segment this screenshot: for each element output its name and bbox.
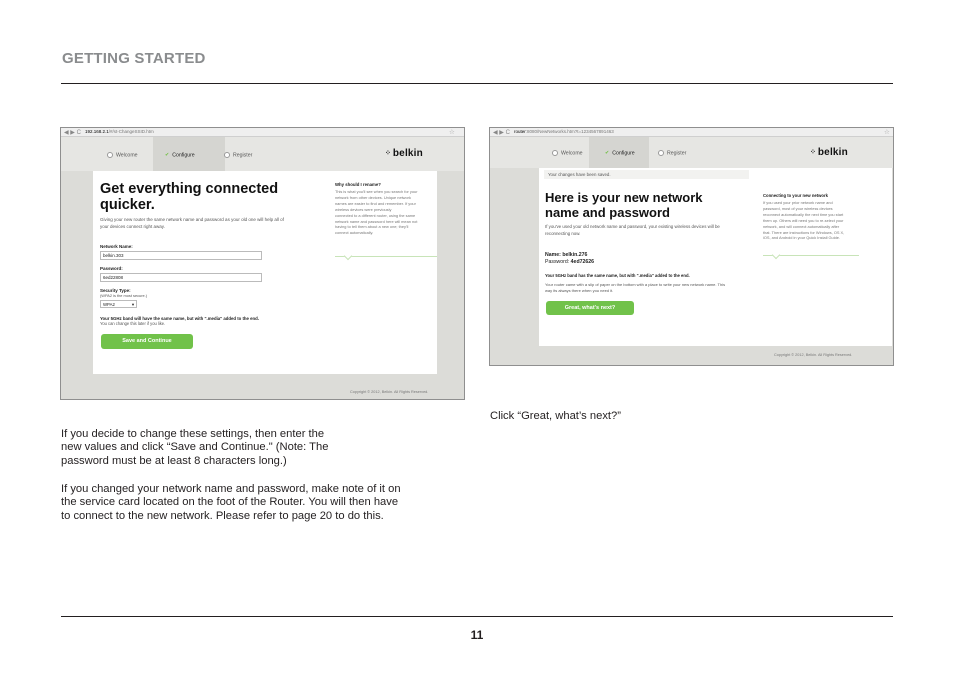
circle-icon	[552, 150, 558, 156]
great-whats-next-button[interactable]: Great, what's next?	[546, 301, 634, 315]
sidebar-text: This is what you'll see when you search for your network from other devices. Unique network names are easier to find and remember. If your wireless devices were previously connected to a different router, using the same network name and password here will mean not having to tell them about a new one; they'll connect automatically.	[335, 189, 418, 236]
password-label: Password:	[100, 266, 123, 271]
save-and-continue-button[interactable]: Save and Continue	[101, 334, 193, 349]
sidebar-notch	[344, 252, 352, 260]
network-password-line: Password: 4ed72626	[545, 259, 595, 265]
security-type-label: Security Type:	[100, 288, 131, 293]
step-welcome: Welcome	[552, 150, 583, 156]
step-register: Register	[658, 150, 686, 156]
band-note: Your 5GHz band has the same name, but with ".media" added to the end.	[545, 273, 690, 278]
belkin-mark-icon: ⁘	[385, 150, 390, 157]
browser-toolbar	[61, 128, 464, 137]
intro-text: Giving your new router the same network name and password as your old one will help all of your devices connect right away.	[100, 217, 284, 229]
paper-slip-note: Your router came with a slip of paper on the bottom with a place to write your new network name. This way its always there when you need it.	[545, 282, 726, 294]
screenshot-new-network	[489, 127, 894, 366]
chevron-down-icon: ▾	[131, 302, 134, 307]
network-name-label: Network Name:	[100, 244, 133, 249]
belkin-mark-icon: ⁘	[810, 149, 815, 156]
step-configure: ✔ Configure	[605, 150, 635, 157]
security-type-select[interactable]: WPA2 ▾	[100, 300, 137, 308]
back-forward-icon: ◀ ▶ C	[64, 130, 81, 136]
circle-icon	[224, 152, 230, 158]
band-note: Your 5GHz band will have the same name, but with ".media" added to the end.	[100, 316, 259, 321]
section-title: GETTING STARTED	[62, 50, 206, 67]
check-icon: ✔	[605, 150, 610, 156]
sidebar-heading: Why should I rename?	[335, 182, 381, 187]
step-register: Register	[224, 152, 252, 158]
header-rule	[61, 83, 893, 84]
step-welcome: Welcome	[107, 152, 138, 158]
star-icon: ☆	[884, 129, 890, 136]
screenshot-caption: Click “Great, what’s next?”	[490, 410, 621, 422]
network-name-input[interactable]: belkin.303	[100, 251, 262, 260]
security-hint: (WPA2 is the most secure.)	[100, 293, 148, 298]
network-name-line: Name: belkin.276	[545, 252, 588, 258]
content-panel	[539, 168, 892, 346]
check-icon: ✔	[165, 152, 170, 158]
back-forward-icon: ◀ ▶ C	[493, 130, 510, 136]
belkin-logo: ⁘ belkin	[385, 148, 423, 159]
copyright-footer: Copyright © 2012, Belkin. All Rights Reserved.	[774, 353, 853, 357]
footer-rule	[61, 616, 893, 617]
sidebar-text: If you used your prior network name and password, most of your wireless devices reconnect automatically the next time you start them up. Others will need you to re-select your network, and will connect automatically after that. There are instructions for Windows, OS X, iOS, and Android in your Quick Install Guide.	[763, 200, 845, 241]
screenshot-network-settings	[60, 127, 465, 400]
page-heading: Here is your new network name and password	[545, 190, 703, 220]
address-bar: router:8080/NewNetworks.htm?t=1234567891463	[514, 129, 614, 134]
circle-icon	[658, 150, 664, 156]
copyright-footer: Copyright © 2012, Belkin. All Rights Reserved.	[350, 390, 429, 394]
circle-icon	[107, 152, 113, 158]
password-input[interactable]: 6ed22808	[100, 273, 262, 282]
belkin-logo: ⁘ belkin	[810, 147, 848, 158]
content-panel	[93, 171, 437, 374]
saved-notice: Your changes have been saved.	[544, 170, 749, 179]
change-later-note: You can change this later if you like.	[100, 321, 166, 326]
address-bar: 192.168.2.1/#/st-ChangeSSID.htm	[85, 129, 154, 134]
wizard-header	[490, 137, 893, 168]
instructions-paragraph-2: If you changed your network name and password, make note of it on the service card located on the foot of the Router. You will then have to connect to the new network. Please refer to page 20 to do this.	[61, 483, 401, 522]
step-configure: ✔ Configure	[165, 152, 195, 159]
instructions-paragraph-1: If you decide to change these settings, then enter the new values and click “Save and Continue." (Note: The password must be at least 8 characters long.)	[61, 428, 329, 467]
sidebar-heading: Connecting to your new network	[763, 193, 828, 198]
intro-text: If you've used your old network name and password, your existing wireless devices will be reconnecting now.	[545, 224, 720, 236]
page-number: 11	[470, 628, 484, 642]
sidebar-notch	[772, 251, 780, 259]
browser-toolbar	[490, 128, 893, 137]
star-icon: ☆	[449, 129, 455, 136]
page-heading: Get everything connected quicker.	[100, 181, 279, 214]
wizard-header	[61, 137, 464, 171]
